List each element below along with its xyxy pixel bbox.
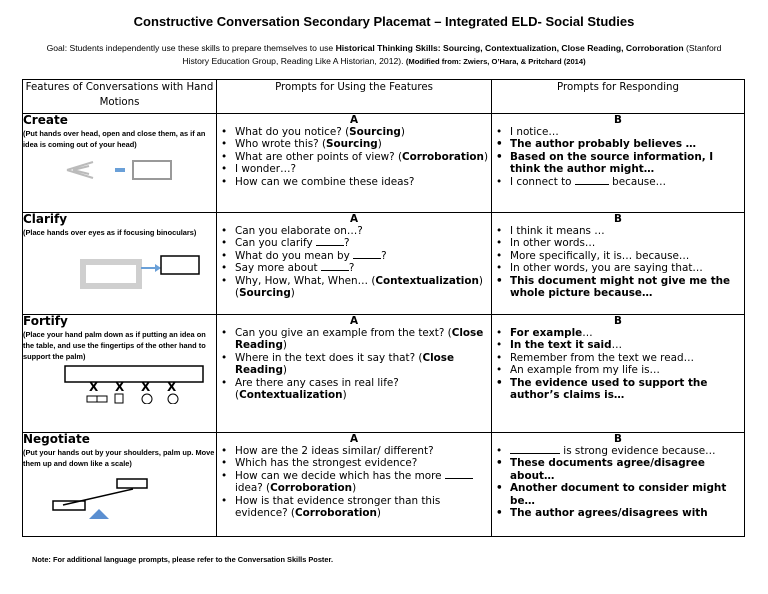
- mark-x: X: [115, 380, 125, 394]
- feature-desc: (Place hands over eyes as if focusing binoculars): [23, 228, 197, 237]
- list-item: • The evidence used to support the author’s claims is…: [492, 377, 744, 402]
- list-item: • In other words, you are saying that…: [492, 262, 744, 274]
- header-prompts-responding: Prompts for Responding: [492, 80, 745, 114]
- list-item: • What do you mean by ?: [217, 250, 491, 262]
- feature-create: [23, 114, 217, 213]
- list-item: • These documents agree/disagree about…: [492, 457, 744, 482]
- feature-name: Create: [23, 113, 68, 127]
- list-item: • In the text it said…: [492, 339, 744, 351]
- feature-desc: (Put hands over head, open and close them, as if an idea is coming out of your head): [23, 129, 206, 149]
- list-item: • How are the 2 ideas similar/ different?: [217, 445, 491, 457]
- list-item: • How is that evidence stronger than this evidence? (Corroboration): [217, 495, 491, 520]
- list-item: • What do you notice? (Sourcing): [217, 126, 491, 138]
- header-row: [23, 80, 745, 114]
- list-item: • How can we combine these ideas?: [217, 176, 491, 188]
- header-features: Features of Conversations with Hand Motions: [23, 80, 217, 114]
- negotiate-prompts-using: A • How are the 2 ideas similar/ different? • Which has the strongest evidence? • How can we decide which has the more idea? (Corroboration) • How is that evidence stronger than this evidence? (Corroboration): [217, 433, 492, 537]
- list-item: • Based on the source information, I think the author might…: [492, 151, 744, 176]
- row-clarify: [23, 213, 745, 315]
- list-item: • Which has the strongest evidence?: [217, 457, 491, 469]
- list-item: • Where in the text does it say that? (Close Reading): [217, 352, 491, 377]
- list-item: • This document might not give me the whole picture because…: [492, 275, 744, 300]
- list-item: • I connect to because…: [492, 176, 744, 188]
- list-item: • What are other points of view? (Corroboration): [217, 151, 491, 163]
- feature-name: Negotiate: [23, 432, 90, 446]
- fortify-prompts-using: A • Can you give an example from the text? (Close Reading) • Where in the text does it say that? (Close Reading) • Are there any cases in real life? (Contextualization): [217, 315, 492, 433]
- create-prompts-using: A • What do you notice? (Sourcing) • Who wrote this? (Sourcing) • What are other points of view? (Corroboration) • I wonder…? • How can we combine these ideas?: [217, 114, 492, 213]
- feature-fortify: [23, 315, 217, 433]
- mark-x: X: [141, 380, 151, 394]
- fortify-table-icon: [61, 364, 211, 404]
- list-item: • In other words…: [492, 237, 744, 249]
- goal-statement: [40, 42, 728, 68]
- feature-name: Fortify: [23, 314, 68, 328]
- list-item: • The author probably believes …: [492, 138, 744, 150]
- feature-desc: (Put your hands out by your shoulders, palm up. Move them up and down like a scale): [23, 448, 215, 468]
- list-item: • I wonder…?: [217, 163, 491, 175]
- list-item: • Why, How, What, When… (Contextualization) (Sourcing): [217, 275, 491, 300]
- goal-modified: (Modified from: Zwiers, O’Hara, & Pritchard (2014): [405, 57, 586, 66]
- feature-negotiate: [23, 433, 217, 537]
- list-item: • For example…: [492, 327, 744, 339]
- row-create: [23, 114, 745, 213]
- negotiate-scale-icon: [33, 471, 173, 521]
- list-item: • I notice…: [492, 126, 744, 138]
- header-prompts-using: Prompts for Using the Features: [217, 80, 492, 114]
- list-item: • Can you give an example from the text? (Close Reading): [217, 327, 491, 352]
- clarify-prompts-responding: B • I think it means … • In other words… • More specifically, it is… because… • In other words, you are saying that… • This document might not give me the whole picture because…: [492, 213, 745, 315]
- goal-skills: Historical Thinking Skills: Sourcing, Contextualization, Close Reading, Corroboration: [335, 43, 684, 53]
- negotiate-prompts-responding: B • is strong evidence because… • These documents agree/disagree about… • Another document to consider might be… • The author agrees/disagrees with: [492, 433, 745, 537]
- list-item: • Are there any cases in real life? (Contextualization): [217, 377, 491, 402]
- list-item: • Can you elaborate on…?: [217, 225, 491, 237]
- create-prompts-responding: B • I notice… • The author probably believes … • Based on the source information, I think the author might… • I connect to because…: [492, 114, 745, 213]
- goal-lead: Goal: Students independently use these skills to prepare themselves to use: [46, 43, 336, 53]
- placemat-table: [22, 79, 745, 537]
- footer-note: Note: For additional language prompts, please refer to the Conversation Skills Poster.: [32, 555, 334, 564]
- goal-source: (Stanford History Education Group, Reading Like A Historian, 2012).: [182, 43, 722, 66]
- list-item: • Say more about ?: [217, 262, 491, 274]
- feature-name: Clarify: [23, 212, 68, 226]
- feature-desc: (Place your hand palm down as if putting an idea on the table, and use the fingertips of the other hand to support the palm): [23, 330, 206, 361]
- list-item: • More specifically, it is… because…: [492, 250, 744, 262]
- list-item: • Who wrote this? (Sourcing): [217, 138, 491, 150]
- row-negotiate: [23, 433, 745, 537]
- list-item: • An example from my life is…: [492, 364, 744, 376]
- list-item: • Remember from the text we read…: [492, 352, 744, 364]
- clarify-prompts-using: A • Can you elaborate on…? • Can you clarify ? • What do you mean by ? • Say more about ? • Why, How, What, When… (Contextualization) (Sourcing): [217, 213, 492, 315]
- list-item: • is strong evidence because…: [492, 445, 744, 457]
- page-title: Constructive Conversation Secondary Placemat – Integrated ELD- Social Studies: [133, 14, 635, 29]
- list-item: • Can you clarify ?: [217, 237, 491, 249]
- mark-x: X: [167, 380, 177, 394]
- list-item: • How can we decide which has the more idea? (Corroboration): [217, 470, 491, 495]
- list-item: • Another document to consider might be…: [492, 482, 744, 507]
- feature-clarify: [23, 213, 217, 315]
- mark-x: X: [89, 380, 99, 394]
- row-fortify: [23, 315, 745, 433]
- list-item: • I think it means …: [492, 225, 744, 237]
- create-idea-icon: [63, 156, 183, 186]
- list-item: • The author agrees/disagrees with: [492, 507, 744, 519]
- clarify-focus-icon: [73, 242, 213, 292]
- fortify-prompts-responding: B • For example… • In the text it said… • Remember from the text we read… • An example from my life is… • The evidence used to support the author’s claims is…: [492, 315, 745, 433]
